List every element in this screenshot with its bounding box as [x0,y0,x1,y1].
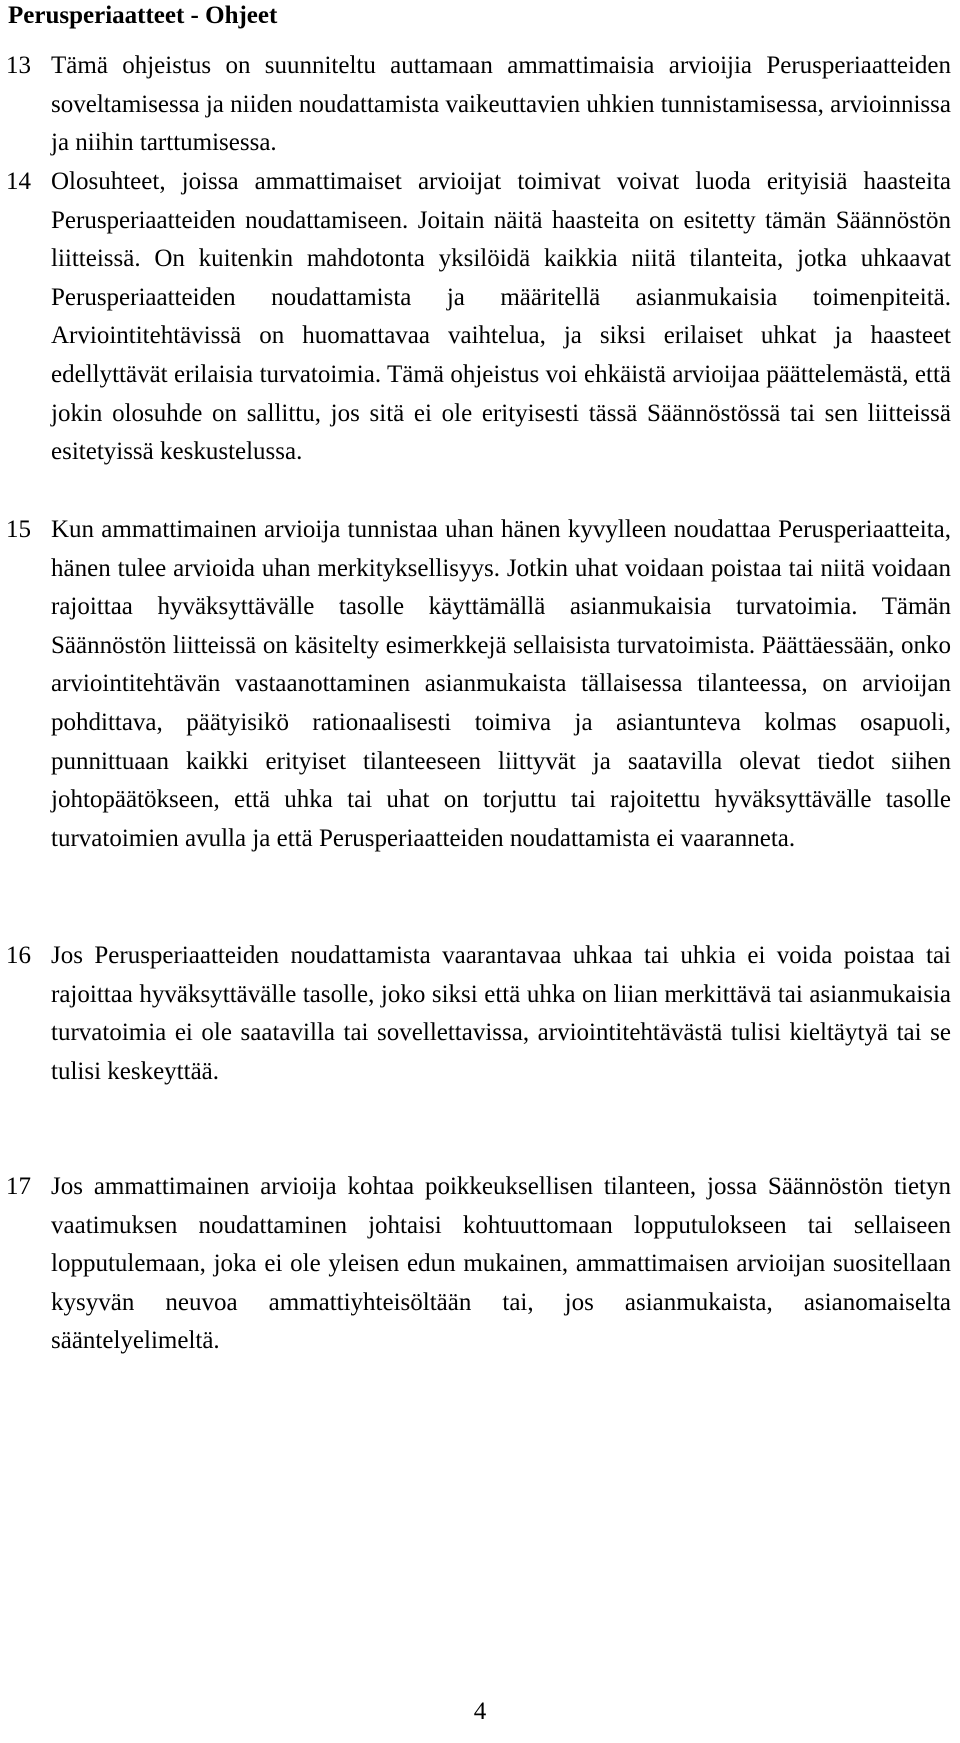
paragraph-number: 15 [6,516,31,543]
paragraph-text: Jos Perusperiaatteiden noudattamista vaarantavaa uhkaa tai uhkia ei voida poistaa tai rajoittaa hyväksyttävälle tasolle, joko siksi että uhka on liian merkittävä tai asianmukaisia turvatoimia ei ole saatavilla tai sovellettavissa, arviointitehtävästä tulisi kieltäytyä tai se tulisi keskeyttää. [51,942,951,1085]
page-heading: Perusperiaatteet - Ohjeet [8,2,278,29]
paragraph-number: 17 [6,1173,31,1200]
paragraph-text: Jos ammattimainen arvioija kohtaa poikkeuksellisen tilanteen, jossa Säännöstön tietyn vaatimuksen noudattaminen johtaisi kohtuuttomaan lopputulokseen tai sellaiseen lopputulemaan, joka ei ole yleisen edun mukainen, ammattimaisen arvioijan suositellaan kysyvän neuvoa ammattiyhteisöltään tai, jos asianmukaista, asianomaiselta sääntelyelimeltä. [51,1173,951,1355]
paragraph-number: 16 [6,942,31,969]
page-number: 4 [473,1698,487,1725]
paragraph-text: Kun ammattimainen arvioija tunnistaa uhan hänen kyvylleen noudattaa Perusperiaatteita, hänen tulee arvioida uhan merkityksellisyys. Jotkin uhat voidaan poistaa tai niitä voidaan rajoittaa hyväksyttävälle tasolle käyttämällä asianmukaisia turvatoimia. Tämän Säännöstön liitteissä on käsitelty esimerkkejä sellaisista turvatoimista. Päättäessään, onko arviointitehtävän vastaanottaminen asianmukaista tällaisessa tilanteessa, on arvioijan pohdittava, päätyisikö rationaalisesti toimiva ja asiantunteva kolmas osapuoli, punnittuaan kaikki erityiset tilanteeseen liittyvät ja saatavilla olevat tiedot siihen johtopäätökseen, että uhka tai uhat on torjuttu tai rajoitettu hyväksyttävälle tasolle turvatoimien avulla ja että Perusperiaatteiden noudattamista ei vaaranneta. [51,516,951,852]
paragraph-text: Olosuhteet, joissa ammattimaiset arvioijat toimivat voivat luoda erityisiä haasteita Perusperiaatteiden noudattamiseen. Joitain näitä haasteita on esitetty tämän Säännöstön liitteissä. On kuitenkin mahdotonta yksilöidä kaikkia niitä tilanteita, jotka uhkaavat Perusperiaatteiden noudattamista ja määritellä asianmukaisia toimenpiteitä. Arviointitehtävissä on huomattavaa vaihtelua, ja siksi erilaiset uhkat ja haasteet edellyttävät erilaisia turvatoimia. Tämä ohjeistus voi ehkäistä arvioijaa päättelemästä, että jokin olosuhde on sallittu, jos sitä ei ole erityisesti tässä Säännöstössä tai sen liitteissä esitetyissä keskustelussa. [51,168,951,466]
paragraph-number: 14 [6,168,31,195]
paragraph-number: 13 [6,52,31,79]
paragraph-text: Tämä ohjeistus on suunniteltu auttamaan ammattimaisia arvioijia Perusperiaatteiden soveltamisessa ja niiden noudattamista vaikeuttavien uhkien tunnistamisessa, arvioinnissa ja niihin tarttumisessa. [51,52,951,157]
